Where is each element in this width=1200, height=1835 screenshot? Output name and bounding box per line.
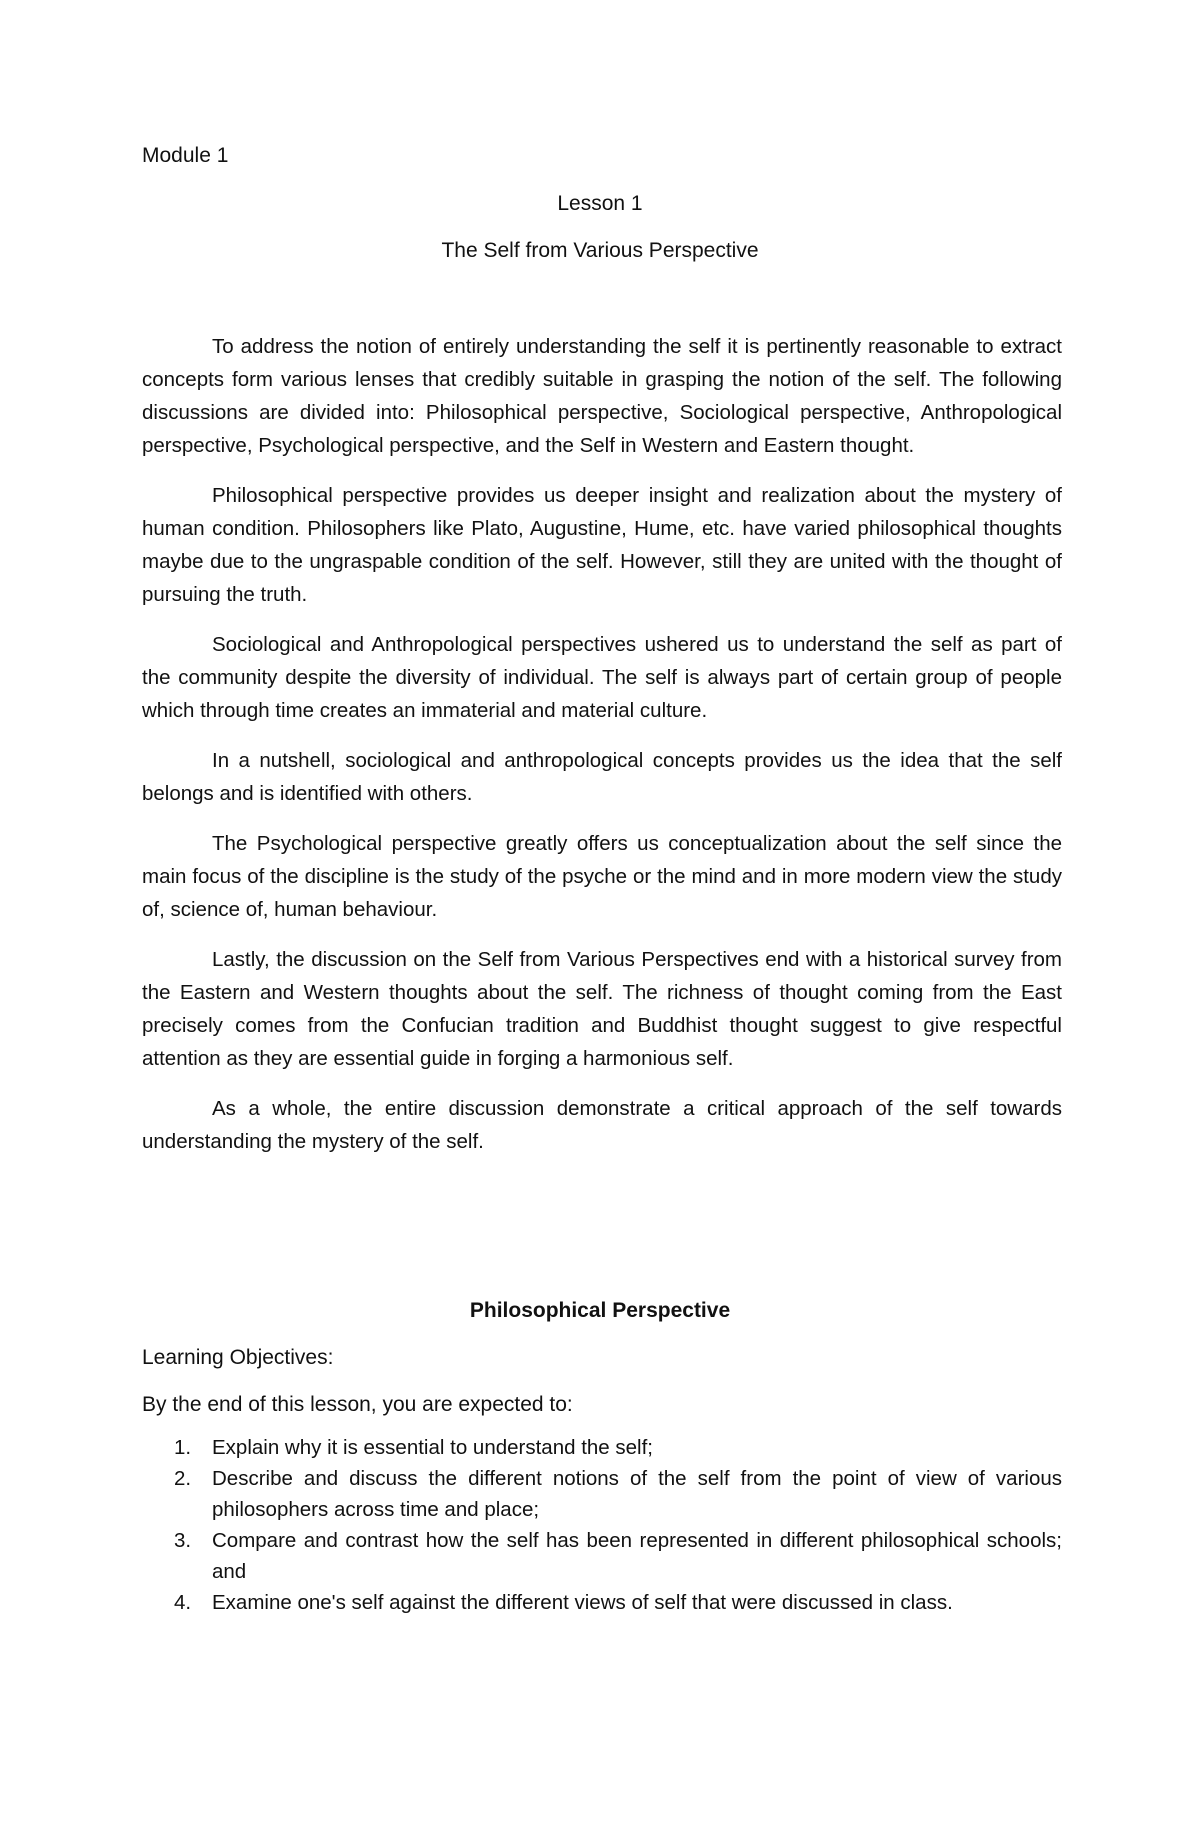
objective-number: 3. [174,1529,192,1552]
module-label: Module 1 [142,144,229,167]
paragraph: The Psychological perspective greatly offers us conceptualization about the self since the main focus of the discipline is the study of the psyche or the mind and in more modern view the study of, science of, human behaviour. [142,832,1062,921]
objective-text: Examine one's self against the different views of self that were discussed in class. [212,1591,953,1614]
objective-item [142,1525,1062,1587]
objective-text: Describe and discuss the different notions of the self from the point of view of various philosophers across time and place; [212,1467,1062,1521]
paragraph: To address the notion of entirely understanding the self it is pertinently reasonable to extract concepts form various lenses that credibly suitable in grasping the notion of the self. The following discussions are divided into: Philosophical perspective, Sociological perspective, Anthropological perspective, Psychological perspective, and the Self in Western and Eastern thought. [142,335,1062,457]
introduction-body [142,330,1062,1175]
objective-item [142,1432,1062,1463]
objectives-label: Learning Objectives: [142,1346,334,1369]
objectives-list [142,1432,1062,1618]
paragraph: Lastly, the discussion on the Self from Various Perspectives end with a historical survey from the Eastern and Western thoughts about the self. The richness of thought coming from the East precisely comes from the Confucian tradition and Buddhist thought suggest to give respectful attention as they are essential guide in forging a harmonious self. [142,948,1062,1070]
objective-item [142,1463,1062,1525]
paragraph: In a nutshell, sociological and anthropological concepts provides us the idea that the self belongs and is identified with others. [142,749,1062,805]
objective-text: Explain why it is essential to understand the self; [212,1436,653,1459]
objectives-intro: By the end of this lesson, you are expected to: [142,1393,573,1416]
objective-text: Compare and contrast how the self has been represented in different philosophical schools; and [212,1529,1062,1583]
paragraph: Philosophical perspective provides us deeper insight and realization about the mystery of human condition. Philosophers like Plato, Augustine, Hume, etc. have varied philosophical thoughts maybe due to the ungraspable condition of the self. However, still they are united with the thought of pursuing the truth. [142,484,1062,606]
lesson-title: The Self from Various Perspective [441,239,759,262]
paragraph: As a whole, the entire discussion demonstrate a critical approach of the self towards understanding the mystery of the self. [142,1097,1062,1153]
objective-number: 2. [174,1467,192,1490]
section-heading: Philosophical Perspective [469,1299,731,1322]
objective-number: 4. [174,1591,192,1614]
lesson-label: Lesson 1 [557,192,643,215]
objective-number: 1. [174,1436,192,1459]
objective-item [142,1587,1062,1618]
paragraph: Sociological and Anthropological perspectives ushered us to understand the self as part of the community despite the diversity of individual. The self is always part of certain group of people which through time creates an immaterial and material culture. [142,633,1062,722]
